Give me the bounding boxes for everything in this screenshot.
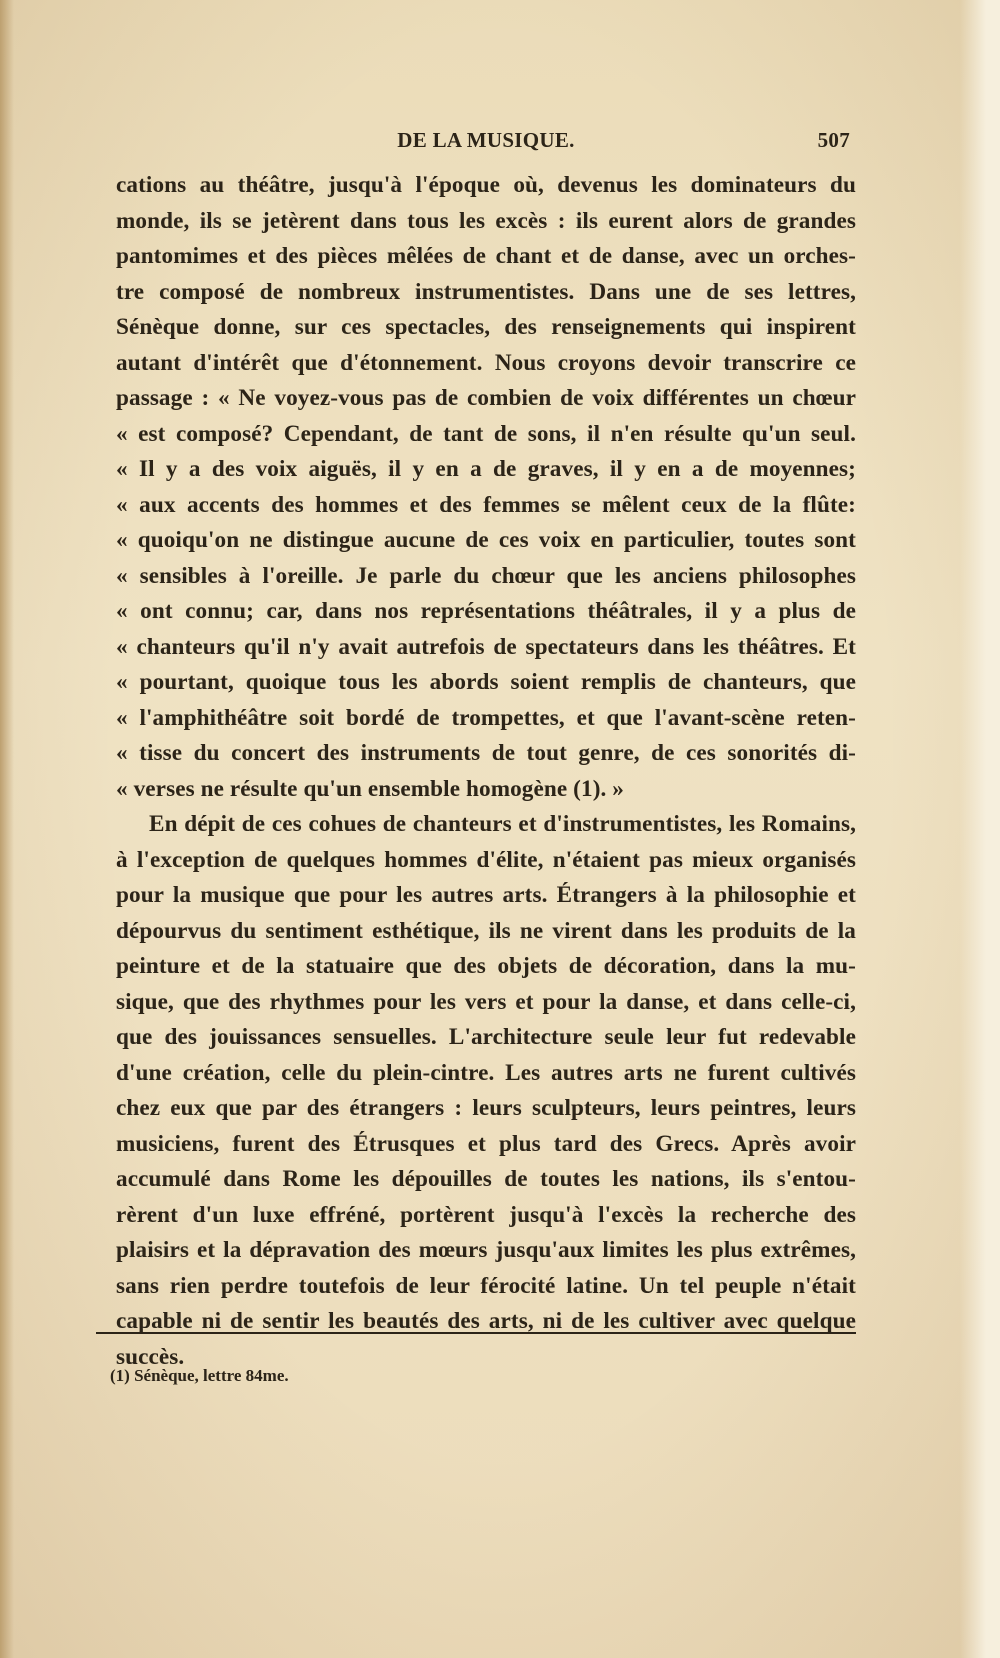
text-line: à l'exception de quelques hommes d'élite, n'étaient pas mieux organisés xyxy=(116,846,856,873)
text-line: tre composé de nombreux instrumentistes. Dans une de ses lettres, xyxy=(116,278,856,305)
text-line: rèrent d'un luxe effréné, portèrent jusqu'à l'excès la recherche des xyxy=(116,1201,856,1228)
quote-line: « chanteurs qu'il n'y avait autrefois de spectateurs dans les théâtres. Et xyxy=(116,633,856,660)
text-line: musiciens, furent des Étrusques et plus tard des Grecs. Après avoir xyxy=(116,1130,856,1157)
footnote: (1) Sénèque, lettre 84me. xyxy=(110,1366,289,1385)
page-number: 507 xyxy=(817,128,850,152)
quote-line: « tisse du concert des instruments de tout genre, de ces sonorités di- xyxy=(116,740,856,766)
quote-line: « Il y a des voix aiguës, il y en a de graves, il y en a de moyennes; xyxy=(116,456,856,482)
running-header xyxy=(116,128,856,158)
paragraph-first-line: En dépit de ces cohues de chanteurs et d'instrumentistes, les Romains, xyxy=(149,811,856,837)
text-line: sans rien perdre toutefois de leur férocité latine. Un tel peuple n'était xyxy=(116,1272,856,1299)
text-line: pantomimes et des pièces mêlées de chant et de danse, avec un orches- xyxy=(116,243,856,269)
text-line: succès. xyxy=(116,1343,185,1370)
text-line: autant d'intérêt que d'étonnement. Nous croyons devoir transcrire ce xyxy=(116,349,856,376)
text-line: cations au théâtre, jusqu'à l'époque où, devenus les dominateurs du xyxy=(116,172,856,198)
text-line: passage : « Ne voyez-vous pas de combien de voix différentes un chœur xyxy=(116,385,856,411)
quote-line: « pourtant, quoique tous les abords soient remplis de chanteurs, que xyxy=(116,669,856,695)
quote-line: « ont connu; car, dans nos représentations théâtrales, il y a plus de xyxy=(116,598,856,624)
quote-line: « l'amphithéâtre soit bordé de trompettes, et que l'avant-scène reten- xyxy=(116,704,856,731)
text-line: capable ni de sentir les beautés des arts, ni de les cultiver avec quelque xyxy=(116,1308,856,1334)
footnote-separator xyxy=(96,1332,856,1334)
text-line: pour la musique que pour les autres arts. Étrangers à la philosophie et xyxy=(116,882,856,908)
text-line: sique, que des rhythmes pour les vers et pour la danse, et dans celle-ci, xyxy=(116,988,856,1015)
quote-line: « quoiqu'on ne distingue aucune de ces voix en particulier, toutes sont xyxy=(116,527,856,553)
quote-line: « est composé? Cependant, de tant de sons, il n'en résulte qu'un seul. xyxy=(116,420,856,447)
quote-line: « aux accents des hommes et des femmes se mêlent ceux de la flûte: xyxy=(116,491,856,518)
quote-line: « sensibles à l'oreille. Je parle du chœur que les anciens philosophes xyxy=(116,562,856,589)
text-line: d'une création, celle du plein-cintre. Les autres arts ne furent cultivés xyxy=(116,1059,856,1086)
quote-line: « verses ne résulte qu'un ensemble homogène (1). » xyxy=(116,775,625,802)
text-line: peinture et de la statuaire que des objets de décoration, dans la mu- xyxy=(116,953,856,979)
text-line: que des jouissances sensuelles. L'architecture seule leur fut redevable xyxy=(116,1024,856,1050)
text-line: monde, ils se jetèrent dans tous les excès : ils eurent alors de grandes xyxy=(116,207,856,234)
text-line: chez eux que par des étrangers : leurs sculpteurs, leurs peintres, leurs xyxy=(116,1095,856,1121)
body-text xyxy=(116,168,856,1375)
running-title: DE LA MUSIQUE. xyxy=(397,128,575,152)
text-line: accumulé dans Rome les dépouilles de toutes les nations, ils s'entou- xyxy=(116,1166,856,1192)
text-line: plaisirs et la dépravation des mœurs jusqu'aux limites les plus extrêmes, xyxy=(116,1237,856,1263)
text-line: dépourvus du sentiment esthétique, ils ne virent dans les produits de la xyxy=(116,917,856,944)
text-line: Sénèque donne, sur ces spectacles, des renseignements qui inspirent xyxy=(116,314,856,340)
